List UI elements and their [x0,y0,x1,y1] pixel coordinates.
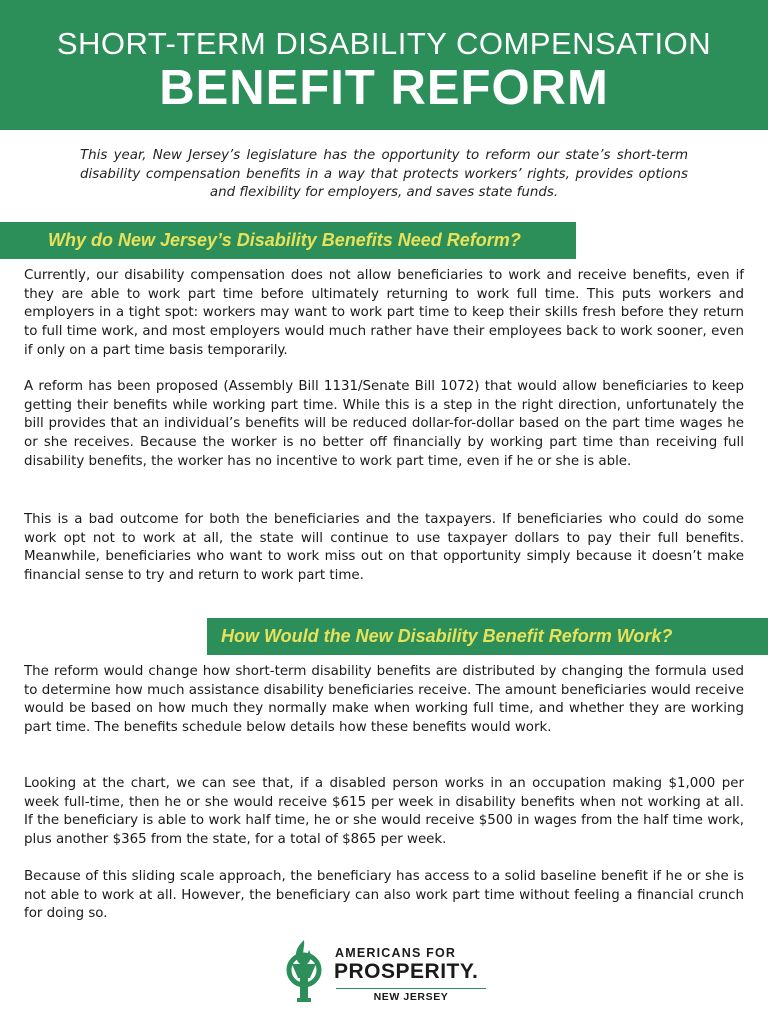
torch-icon [280,936,332,1006]
body-paragraph: Because of this sliding scale approach, the beneficiary has access to a solid baseline benefit if he or she is not able to work at all. However, the beneficiary can also work part time without feeling a financial crunch for doing so. [24,869,744,922]
header-title-line2: BENEFIT REFORM [159,61,609,115]
section-heading-how-reform-works: How Would the New Disability Benefit Reform Work? [207,618,768,655]
logo-text-line3: NEW JERSEY [373,991,449,1003]
logo-text-line2: PROSPERITY. [334,960,479,983]
section-heading-why-reform: Why do New Jersey’s Disability Benefits Need Reform? [0,222,576,259]
logo-divider [336,988,486,989]
afp-logo [280,936,490,1008]
logo-text-line1: AMERICANS FOR [335,946,457,960]
body-paragraph: The reform would change how short-term disability benefits are distributed by changing the formula used to determine how much assistance disability beneficiaries receive. The amount beneficiaries would receive would be based on how much they normally make when working full time, and whether they are working part time. The benefits schedule below details how these benefits would work. [24,664,744,736]
body-paragraph: This is a bad outcome for both the beneficiaries and the taxpayers. If beneficiaries who could do some work opt not to work at all, the state will continue to use taxpayer dollars to pay their full benefits. Meanwhile, beneficiaries who want to work miss out on that opportunity simply because it doesn’t make financial sense to try and return to work part time. [24,512,744,584]
page-header [0,0,768,130]
body-paragraph: Currently, our disability compensation does not allow beneficiaries to work and receive benefits, even if they are able to work part time before ultimately returning to work full time. This puts workers and employers in a tight spot: workers may want to work part time to keep their skills fresh before they return to full time work, and most employers would much rather have their employees back to work sooner, even if only on a part time basis temporarily. [24,268,744,358]
body-paragraph: Looking at the chart, we can see that, if a disabled person works in an occupation making $1,000 per week full-time, then he or she would receive $615 per week in disability benefits when not working at all. If the beneficiary is able to work half time, he or she would receive $500 in wages from the half time work, plus another $365 from the state, for a total of $865 per week. [24,776,744,848]
body-paragraph: A reform has been proposed (Assembly Bill 1131/Senate Bill 1072) that would allow beneficiaries to keep getting their benefits while working part time. While this is a step in the right direction, unfortunately the bill provides that an individual’s benefits will be reduced dollar-for-dollar based on the part time wages he or she receives. Because the worker is no better off financially by working part time than receiving full disability benefits, the worker has no incentive to work part time, even if he or she is able. [24,379,744,469]
header-title-line1: SHORT-TERM DISABILITY COMPENSATION [56,26,712,61]
intro-paragraph: This year, New Jersey’s legislature has the opportunity to reform our state’s short-term disability compensation benefits in a way that protects workers’ rights, provides options and flexibility for employers, and saves state funds. [80,148,688,200]
